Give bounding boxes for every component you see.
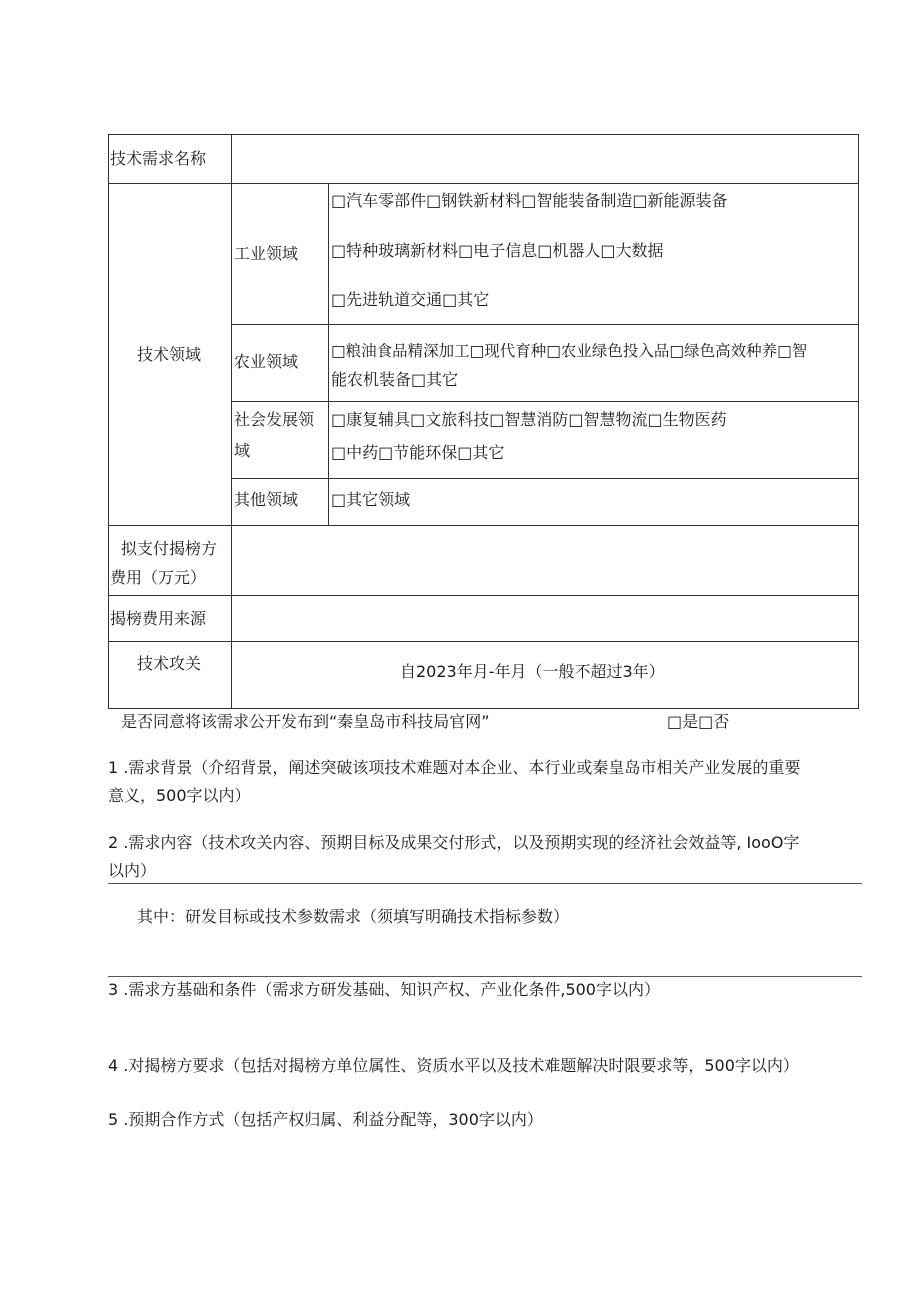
tech-tackle-period[interactable]: 自2023年月-年月（一般不超过3年） [400,662,665,681]
industry-field-label: 工业领域 [234,244,299,263]
table-row-line [231,324,859,325]
fee-label-line2: 费用（万元） [110,568,207,587]
social-field-label-line1: 社会发展领 [234,410,315,429]
section-4: 4 .对揭榜方要求（包括对揭榜方单位属性、资质水平以及技术难题解决时限要求等，500字以内） [108,1056,799,1075]
tech-tackle-label: 技术攻关 [137,654,202,673]
publish-question: 是否同意将该需求公开发布到“秦皇岛市科技局官网” [121,712,490,731]
table-row-line [108,641,859,642]
industry-options-line1[interactable]: □汽车零部件□钢铁新材料□智能装备制造□新能源装备 [331,191,728,210]
table-row-line [108,183,859,184]
social-options-line1[interactable]: □康复辅具□文旅科技□智慧消防□智慧物流□生物医药 [331,410,727,429]
tech-field-label: 技术领域 [137,345,202,364]
fee-label-line1: 拟支付揭榜方 [121,539,218,558]
agriculture-options-line2[interactable]: 能农机装备□其它 [331,370,459,389]
agriculture-options-line1[interactable]: □粮油食品精深加工□现代育种□农业绿色投入品□绿色高效种养□智 [331,342,808,360]
table-divider-subfield [328,183,329,525]
other-options-line1[interactable]: □其它领域 [331,490,411,509]
social-options-line2[interactable]: □中药□节能环保□其它 [331,443,505,462]
section-2-line2: 以内） [108,861,157,880]
table-border-right [858,134,859,708]
section-2-sub: 其中：研发目标或技术参数需求（须填写明确技术指标参数） [137,907,570,926]
table-row-line [231,401,859,402]
fee-source-field[interactable] [233,597,857,640]
tech-name-field[interactable] [233,136,857,182]
section-2-line1: 2 .需求内容（技术攻关内容、预期目标及成果交付形式，以及预期实现的经济社会效益等, IooO字 [108,833,800,852]
section-2-sub-rule [108,976,862,977]
publish-options[interactable]: □是□否 [667,712,730,731]
table-divider-label [231,134,232,708]
industry-options-line3[interactable]: □先进轨道交通□其它 [331,290,490,309]
table-row-line [231,478,859,479]
fee-field[interactable] [233,527,857,594]
section-2-rule [108,883,862,884]
agriculture-field-label: 农业领域 [234,352,299,371]
table-border-left [108,134,109,708]
section-5: 5 .预期合作方式（包括产权归属、利益分配等，300字以内） [108,1110,543,1129]
section-1-line1: 1 .需求背景（介绍背景，阐述突破该项技术难题对本企业、本行业或秦皇岛市相关产业发展的重要 [108,758,801,777]
fee-source-label: 揭榜费用来源 [110,609,207,628]
table-border-top [108,134,859,135]
other-field-label: 其他领域 [234,490,299,509]
table-row-line [108,595,859,596]
tech-name-label: 技术需求名称 [110,149,207,168]
section-1-line2: 意义，500字以内） [108,786,251,805]
table-border-bottom [108,708,859,709]
section-3: 3 .需求方基础和条件（需求方研发基础、知识产权、产业化条件,500字以内） [108,980,660,999]
table-row-line [108,525,859,526]
social-field-label-line2: 域 [234,441,251,460]
industry-options-line2[interactable]: □特种玻璃新材料□电子信息□机器人□大数据 [331,241,664,260]
